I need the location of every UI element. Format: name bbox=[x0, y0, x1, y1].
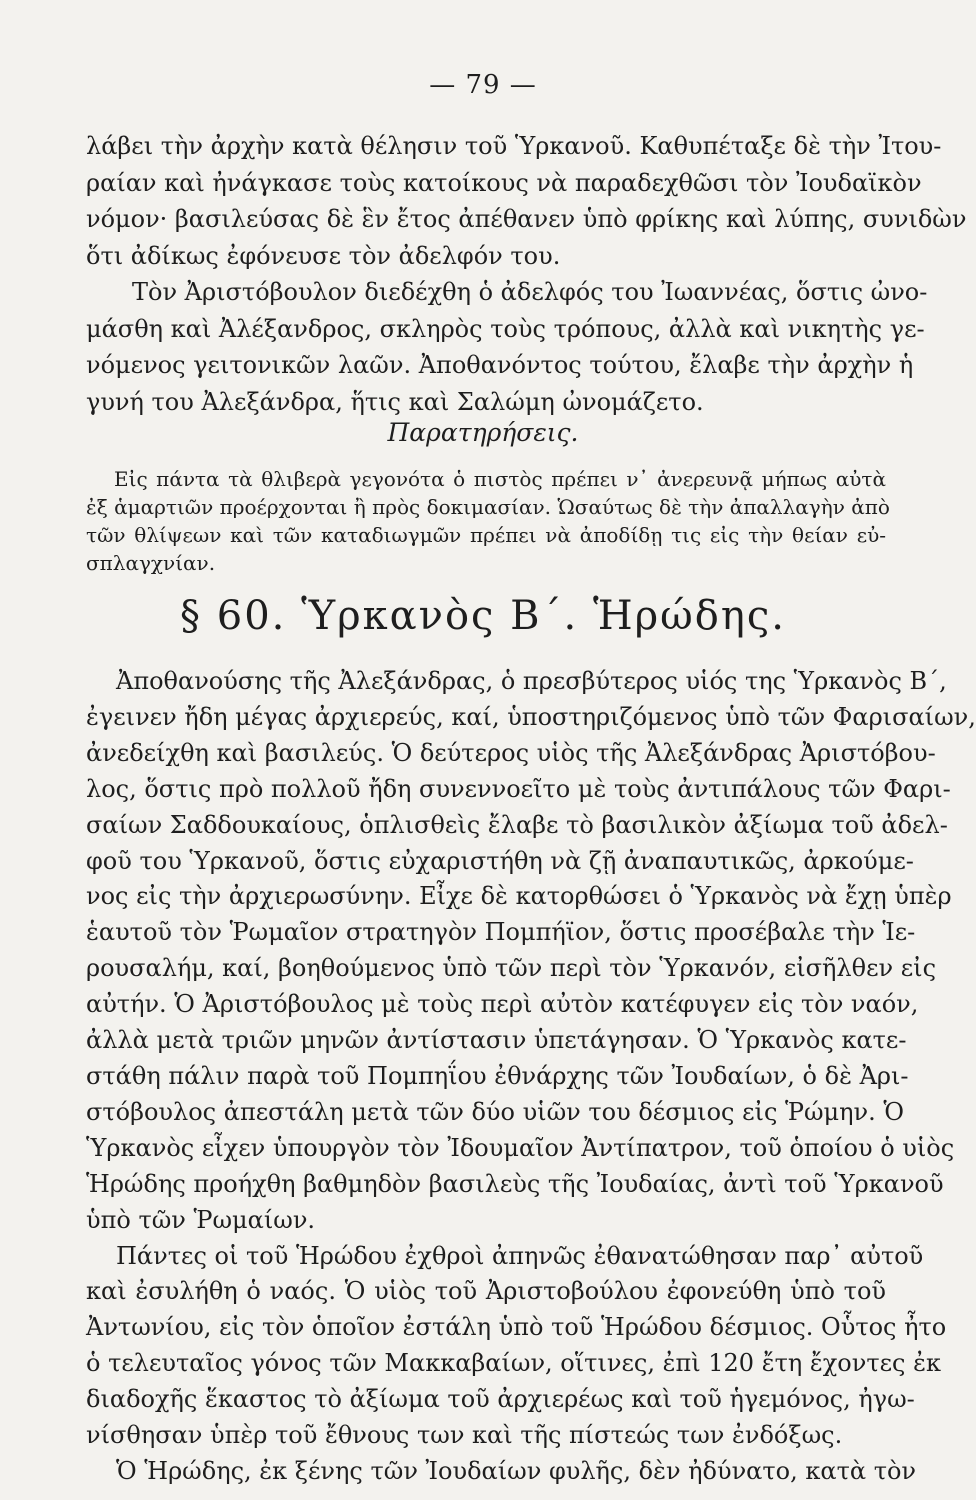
text-line: Ἀποθανούσης τῆς Ἀλεξάνδρας, ὁ πρεσβύτερος υἱός της Ὑρκανὸς Β΄, bbox=[116, 667, 947, 695]
text-line: Ἡρώδης προήχθη βαθμηδὸν βασιλεὺς τῆς Ἰουδαίας, ἀντὶ τοῦ Ὑρκανοῦ bbox=[86, 1169, 944, 1198]
text-line: Πάντες οἱ τοῦ Ἡρώδου ἐχθροὶ ἀπηνῶς ἐθανατώθησαν παρ᾽ αὐτοῦ bbox=[116, 1241, 924, 1270]
text-line: τῶν θλίψεων καὶ τῶν καταδιωγμῶν πρέπει νὰ ἀποδίδῃ τις εἰς τὴν θείαν εὐ- bbox=[86, 523, 886, 547]
text-line: νόμον· βασιλεύσας δὲ ἓν ἔτος ἀπέθανεν ὑπὸ φρίκης καὶ λύπης, συνιδὼν bbox=[86, 205, 967, 233]
text-line: ὑπὸ τῶν Ῥωμαίων. bbox=[86, 1205, 316, 1234]
text-line: νος εἰς τὴν ἀρχιερωσύνην. Εἶχε δὲ κατορθώσει ὁ Ὑρκανὸς νὰ ἔχῃ ὑπὲρ bbox=[86, 882, 952, 911]
text-line: Ὑρκανὸς εἶχεν ὑπουργὸν τὸν Ἰδουμαῖον Ἀντίπατρον, τοῦ ὁποίου ὁ υἱὸς bbox=[86, 1133, 955, 1162]
text-line: λάβει τὴν ἀρχὴν κατὰ θέλησιν τοῦ Ὑρκανοῦ. Καθυπέταξε δὲ τὴν Ἰτου- bbox=[86, 132, 942, 160]
section-heading: § 60. Ὑρκανὸς Β΄. Ἡρώδης. bbox=[180, 593, 786, 639]
text-line: Τὸν Ἀριστόβουλον διεδέχθη ὁ ἀδελφός του Ἰωαννέας, ὅστις ὠνο- bbox=[132, 278, 928, 306]
text-line: μάσθη καὶ Ἀλέξανδρος, σκληρὸς τοὺς τρόπους, ἀλλὰ καὶ νικητὴς γε- bbox=[86, 314, 925, 343]
text-line: καὶ ἐσυλήθη ὁ ναός. Ὁ υἱὸς τοῦ Ἀριστοβούλου ἐφονεύθη ὑπὸ τοῦ bbox=[86, 1277, 886, 1306]
text-line: σαίων Σαδδουκαίους, ὁπλισθεὶς ἔλαβε τὸ βασιλικὸν ἀξίωμα τοῦ ἀδελ- bbox=[86, 810, 948, 839]
observations-text bbox=[86, 465, 890, 577]
text-line: νόμενος γειτονικῶν λαῶν. Ἀποθανόντος τούτου, ἔλαβε τὴν ἀρχὴν ἡ bbox=[86, 351, 914, 379]
paragraph-1 bbox=[86, 128, 967, 420]
text-line: αὐτήν. Ὁ Ἀριστόβουλος μὲ τοὺς περὶ αὐτὸν κατέφυγεν εἰς τὸν ναόν, bbox=[86, 990, 919, 1019]
text-line: σπλαγχνίαν. bbox=[86, 551, 216, 575]
text-line: ἐξ ἁμαρτιῶν προέρχονται ἢ πρὸς δοκιμασίαν. Ὡσαύτως δὲ τὴν ἀπαλλαγὴν ἀπὸ bbox=[86, 495, 890, 519]
text-line: στάθη πάλιν παρὰ τοῦ Πομπηΐου ἐθνάρχης τῶν Ἰουδαίων, ὁ δὲ Ἀρι- bbox=[86, 1061, 909, 1090]
paragraph-2 bbox=[86, 664, 976, 1490]
text-line: ὅτι ἀδίκως ἐφόνευσε τὸν ἀδελφόν του. bbox=[86, 241, 561, 270]
text-line: ἀλλὰ μετὰ τριῶν μηνῶν ἀντίστασιν ὑπετάγησαν. Ὁ Ὑρκανὸς κατε- bbox=[86, 1026, 907, 1055]
text-line: φοῦ του Ὑρκανοῦ, ὅστις εὐχαριστήθη νὰ ζῇ ἀναπαυτικῶς, ἀρκούμε- bbox=[86, 846, 914, 875]
text-line: νίσθησαν ὑπὲρ τοῦ ἔθνους των καὶ τῆς πίστεώς των ἐνδόξως. bbox=[86, 1421, 843, 1450]
text-line: στόβουλος ἀπεστάλη μετὰ τῶν δύο υἱῶν του δέσμιος εἰς Ῥώμην. Ὁ bbox=[86, 1097, 905, 1126]
text-line: γυνή του Ἀλεξάνδρα, ἥτις καὶ Σαλώμη ὠνομάζετο. bbox=[86, 387, 704, 416]
text-line: Ἀντωνίου, εἰς τὸν ὁποῖον ἐστάλη ὑπὸ τοῦ Ἡρώδου δέσμιος. Οὗτος ἦτο bbox=[86, 1313, 947, 1342]
text-line: ἀνεδείχθη καὶ βασιλεύς. Ὁ δεύτερος υἱὸς τῆς Ἀλεξάνδρας Ἀριστόβου- bbox=[86, 738, 936, 767]
observations-heading: Παρατηρήσεις. bbox=[387, 418, 579, 447]
text-line: Εἰς πάντα τὰ θλιβερὰ γεγονότα ὁ πιστὸς πρέπει ν᾽ ἀνερευνᾷ μήπως αὐτὰ bbox=[114, 467, 886, 491]
text-line: ἐγεινεν ἤδη μέγας ἀρχιερεύς, καί, ὑποστηριζόμενος ὑπὸ τῶν Φαρισαίων, bbox=[86, 702, 976, 731]
text-line: ὁ τελευταῖος γόνος τῶν Μακκαβαίων, οἵτινες, ἐπὶ 120 ἔτη ἔχοντες ἐκ bbox=[86, 1349, 941, 1378]
text-line: λος, ὅστις πρὸ πολλοῦ ἤδη συνεννοεῖτο μὲ τοὺς ἀντιπάλους τῶν Φαρι- bbox=[86, 774, 951, 803]
text-line: Ὁ Ἡρώδης, ἐκ ξένης τῶν Ἰουδαίων φυλῆς, δὲν ἠδύνατο, κατὰ τὸν bbox=[116, 1456, 917, 1485]
text-line: ρουσαλήμ, καί, βοηθούμενος ὑπὸ τῶν περὶ τὸν Ὑρκανόν, εἰσῆλθεν εἰς bbox=[86, 954, 937, 983]
text-line: διαδοχῆς ἕκαστος τὸ ἀξίωμα τοῦ ἀρχιερέως καὶ τοῦ ἡγεμόνος, ἠγω- bbox=[86, 1385, 915, 1414]
text-line: ραίαν καὶ ἠνάγκασε τοὺς κατοίκους νὰ παραδεχθῶσι τὸν Ἰουδαϊκὸν bbox=[86, 168, 922, 197]
text-line: ἑαυτοῦ τὸν Ῥωμαῖον στρατηγὸν Πομπήϊον, ὅστις προσέβαλε τὴν Ἱε- bbox=[86, 918, 916, 947]
page-number: — 79 — bbox=[429, 70, 537, 100]
